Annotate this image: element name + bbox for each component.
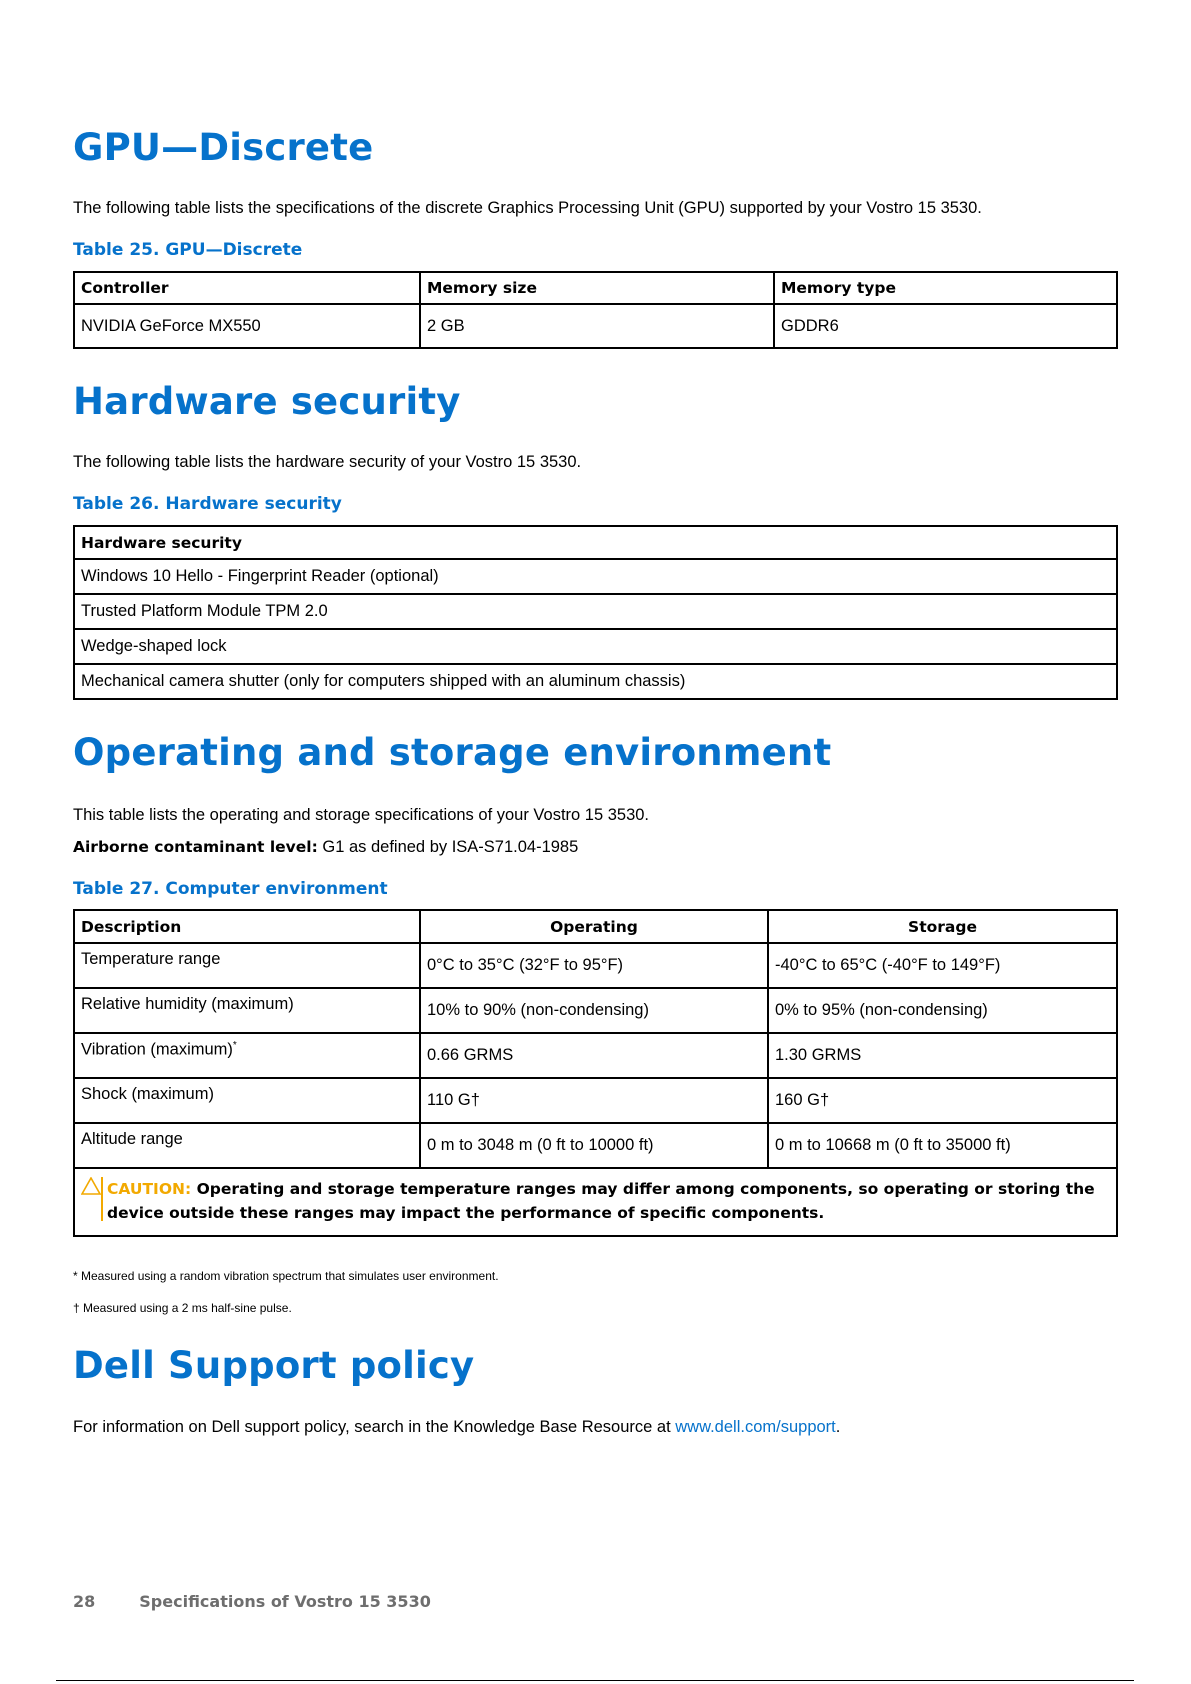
col-header-description: Description: [74, 910, 420, 943]
table-row: [74, 594, 1117, 629]
col-header-operating: Operating: [420, 910, 768, 943]
caution-label: CAUTION:: [107, 1180, 192, 1198]
airborne-value: G1 as defined by ISA-S71.04-1985: [317, 838, 579, 856]
env-description: Relative humidity (maximum): [74, 988, 420, 1033]
table-row: [74, 1078, 1117, 1123]
table-row: [74, 559, 1117, 594]
footnote-marker-asterisk: *: [232, 1040, 237, 1051]
env-operating: 110 G†: [420, 1078, 768, 1123]
gpu-intro: The following table lists the specifications of the discrete Graphics Processing Unit (GPU) supported by your Vostro 15 3530.: [73, 199, 982, 217]
airborne-contaminant-line: [73, 838, 578, 857]
page-number: 28: [73, 1592, 96, 1611]
heading-hardware-security: Hardware security: [73, 380, 461, 423]
heading-dell-support-policy: Dell Support policy: [73, 1344, 475, 1387]
env-description: Altitude range: [74, 1123, 420, 1168]
table-row: [74, 943, 1117, 988]
gpu-table: [73, 271, 1118, 349]
env-storage: 0% to 95% (non-condensing): [768, 988, 1117, 1033]
env-operating: 0.66 GRMS: [420, 1033, 768, 1078]
caution-cell: [74, 1168, 1117, 1236]
table-row: [74, 988, 1117, 1033]
caution-body: Operating and storage temperature ranges may differ among components, so operating or storing the device outside these ranges may impact the performance of specific components.: [107, 1180, 1095, 1222]
env-storage: 160 G†: [768, 1078, 1117, 1123]
security-item: Windows 10 Hello - Fingerprint Reader (optional): [74, 559, 1117, 594]
table-row: [74, 664, 1117, 699]
env-description: Shock (maximum): [74, 1078, 420, 1123]
env-operating: 0 m to 3048 m (0 ft to 10000 ft): [420, 1123, 768, 1168]
footnote-vibration: * Measured using a random vibration spectrum that simulates user environment.: [73, 1269, 499, 1283]
col-header-memory-type: Memory type: [774, 272, 1117, 304]
airborne-label: Airborne contaminant level:: [73, 838, 318, 856]
env-operating: 0°C to 35°C (32°F to 95°F): [420, 943, 768, 988]
gpu-memory-type: GDDR6: [774, 304, 1117, 348]
table-row: [74, 1033, 1117, 1078]
heading-gpu-discrete: GPU—Discrete: [73, 126, 374, 169]
page-footer: [73, 1592, 431, 1611]
caution-row: [74, 1168, 1117, 1236]
security-table: [73, 525, 1118, 700]
col-header-storage: Storage: [768, 910, 1117, 943]
table-25-caption: Table 25. GPU—Discrete: [73, 240, 303, 260]
support-link[interactable]: www.dell.com/support: [675, 1418, 836, 1436]
footnote-shock: † Measured using a 2 ms half-sine pulse.: [73, 1301, 292, 1315]
table-row: [74, 629, 1117, 664]
footer-title: Specifications of Vostro 15 3530: [139, 1592, 431, 1611]
support-text: For information on Dell support policy, search in the Knowledge Base Resource at www.dell.com/support.: [73, 1418, 841, 1436]
heading-operating-storage-environment: Operating and storage environment: [73, 731, 832, 774]
security-item: Mechanical camera shutter (only for computers shipped with an aluminum chassis): [74, 664, 1117, 699]
col-header-controller: Controller: [74, 272, 420, 304]
env-storage: -40°C to 65°C (-40°F to 149°F): [768, 943, 1117, 988]
col-header-hardware-security: Hardware security: [74, 526, 1117, 559]
env-description: Temperature range: [74, 943, 420, 988]
env-storage: 1.30 GRMS: [768, 1033, 1117, 1078]
gpu-controller: NVIDIA GeForce MX550: [74, 304, 420, 348]
table-row: [74, 304, 1117, 348]
security-item: Trusted Platform Module TPM 2.0: [74, 594, 1117, 629]
table-row: [74, 1123, 1117, 1168]
gpu-memory-size: 2 GB: [420, 304, 774, 348]
security-item: Wedge-shaped lock: [74, 629, 1117, 664]
col-header-memory-size: Memory size: [420, 272, 774, 304]
environment-table: [73, 909, 1118, 1237]
env-operating: 10% to 90% (non-condensing): [420, 988, 768, 1033]
footer-rule: [56, 1680, 1134, 1681]
table-27-caption: Table 27. Computer environment: [73, 879, 388, 899]
table-26-caption: Table 26. Hardware security: [73, 494, 342, 514]
security-intro: The following table lists the hardware security of your Vostro 15 3530.: [73, 453, 582, 471]
caution-triangle-icon: [81, 1177, 103, 1221]
env-storage: 0 m to 10668 m (0 ft to 35000 ft): [768, 1123, 1117, 1168]
caution-message: [107, 1177, 1110, 1225]
env-description: Vibration (maximum)*: [74, 1033, 420, 1078]
environment-intro: This table lists the operating and storage specifications of your Vostro 15 3530.: [73, 806, 650, 824]
